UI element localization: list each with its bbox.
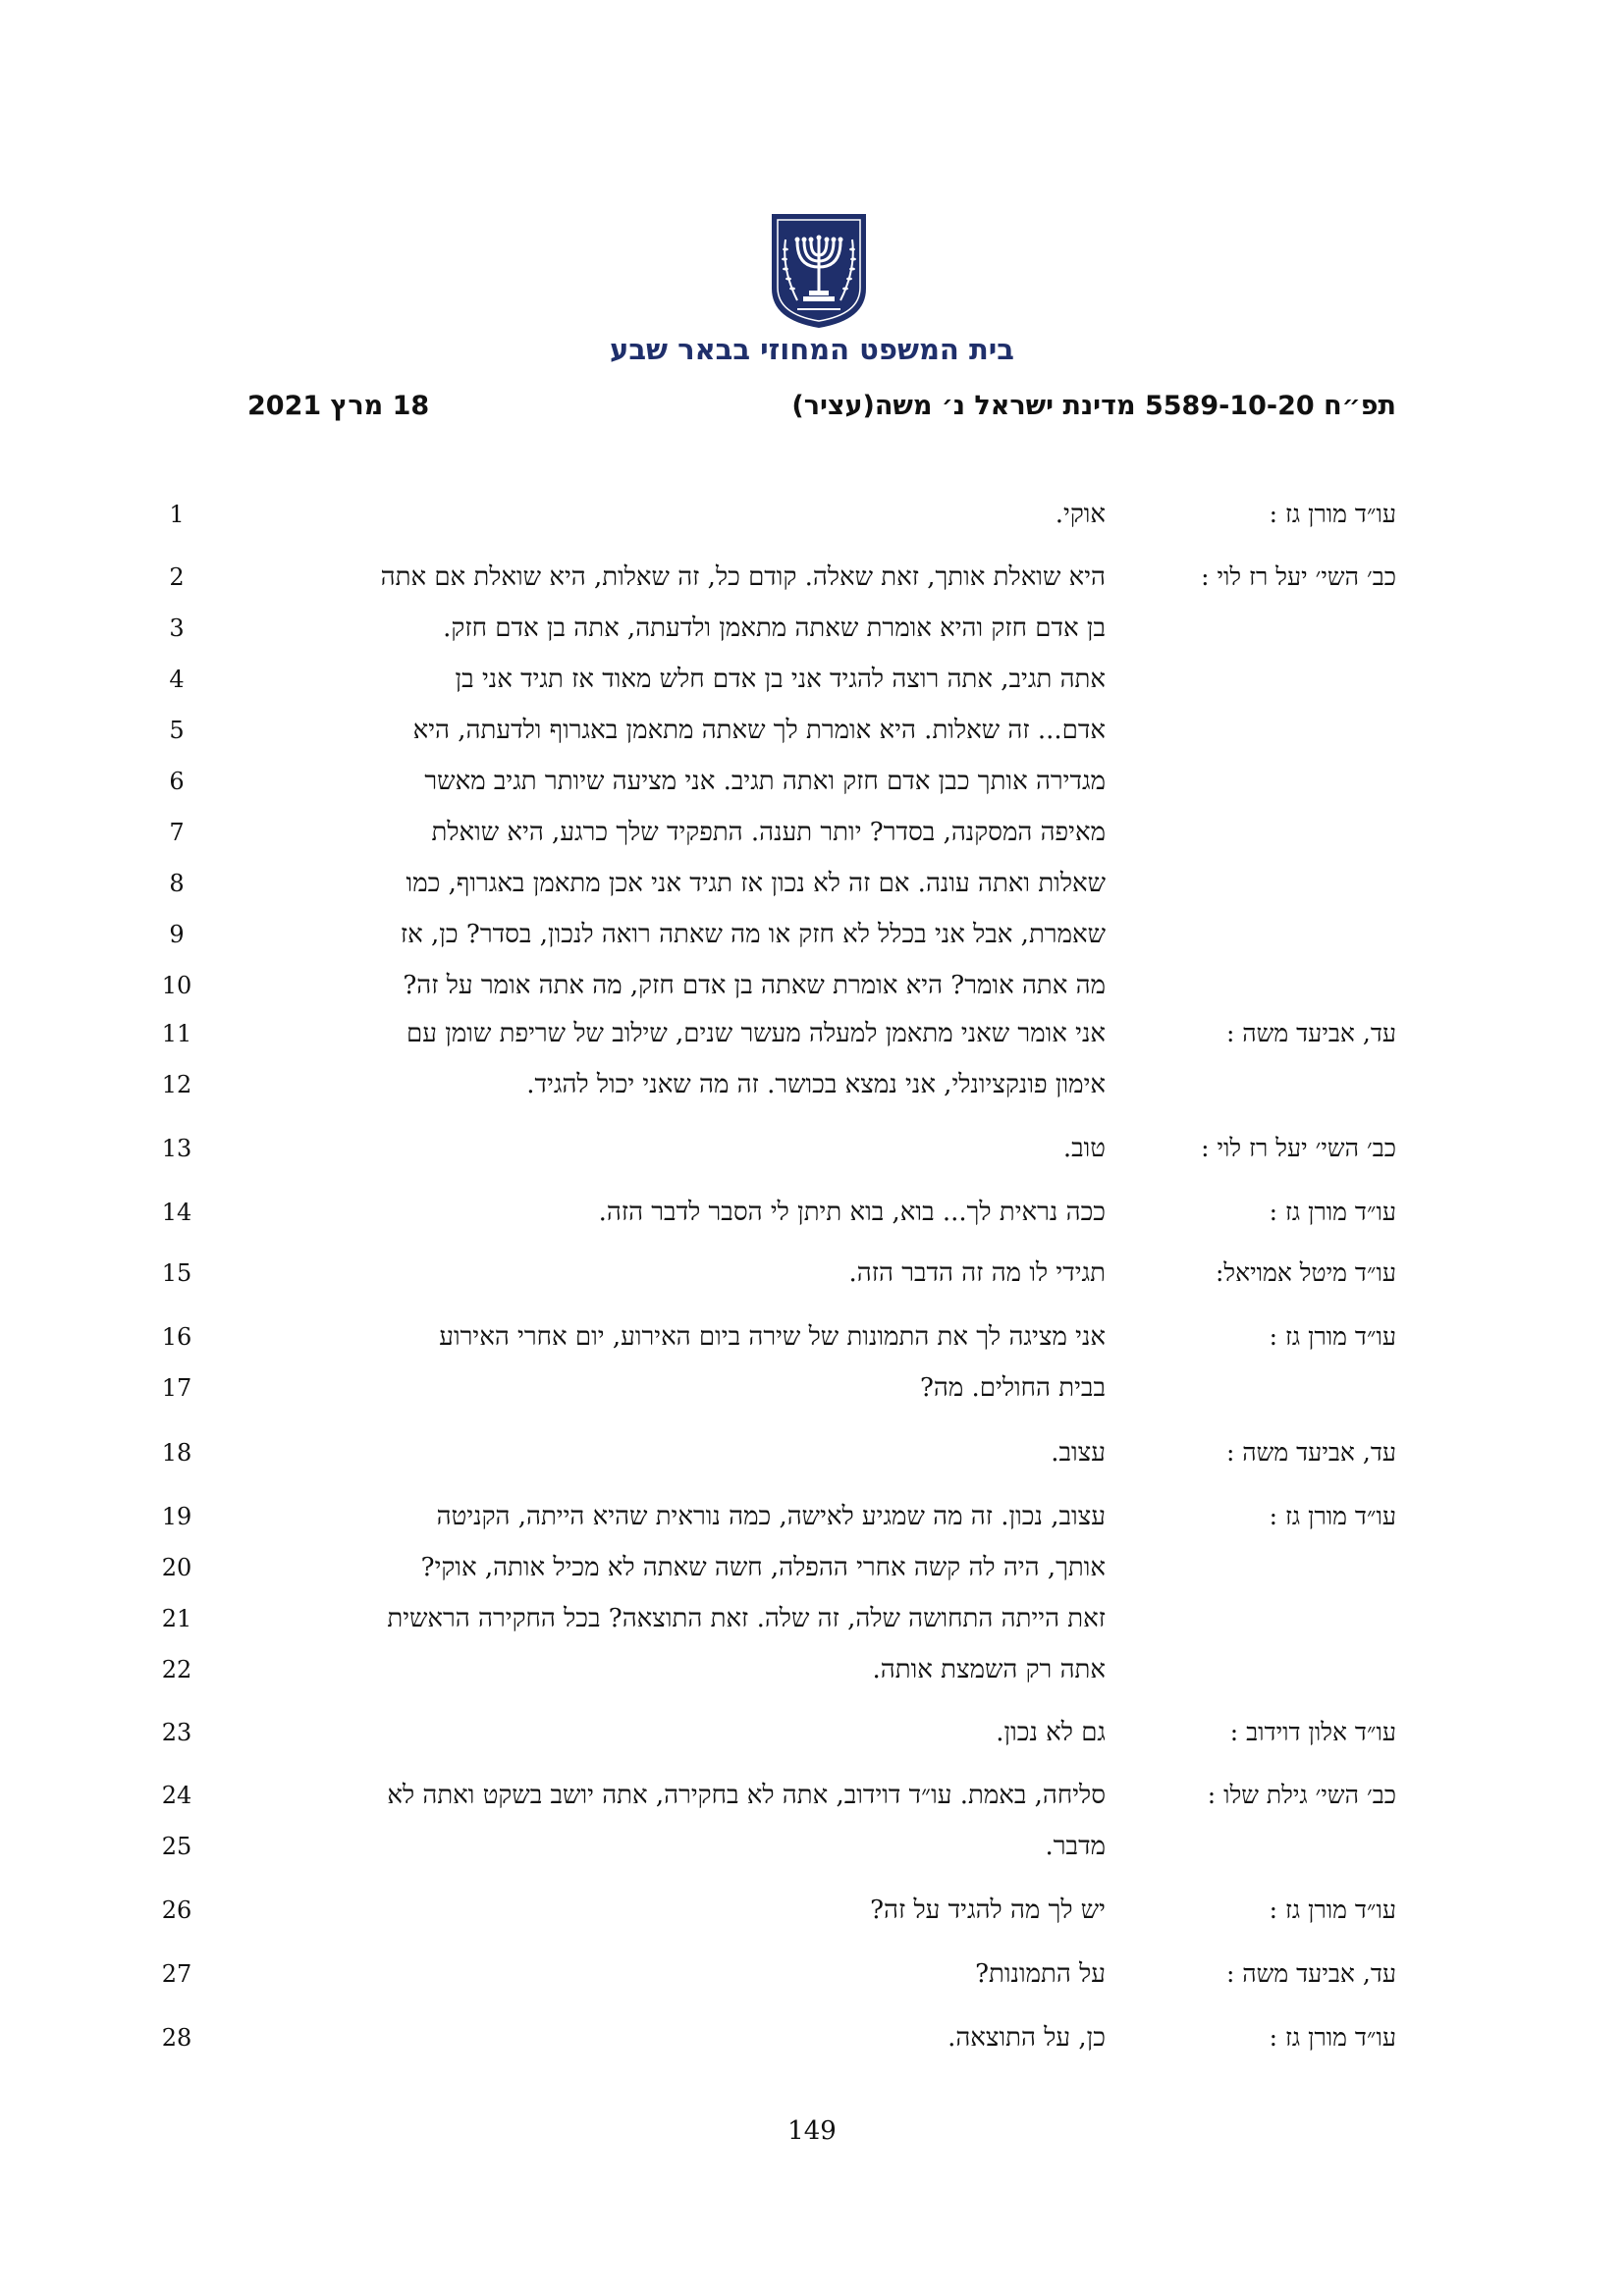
speaker-label: עו״ד מורן גז : bbox=[1269, 2023, 1396, 2052]
transcript-line bbox=[0, 960, 1624, 1011]
transcript-text: כן, על התוצאה. bbox=[947, 2023, 1106, 2053]
transcript-line bbox=[0, 1885, 1624, 1936]
transcript-text: זאת הייתה התחושה שלה, זה שלה. זאת התוצאה? בכל החקירה הראשית bbox=[387, 1604, 1106, 1633]
transcript-line bbox=[0, 1821, 1624, 1872]
transcript-line bbox=[0, 1707, 1624, 1758]
transcript-line bbox=[0, 1362, 1624, 1414]
transcript-line bbox=[0, 2012, 1624, 2063]
transcript-line bbox=[0, 1644, 1624, 1695]
line-number: 1 bbox=[169, 501, 185, 528]
line-number: 4 bbox=[169, 666, 185, 693]
transcript-text: אני מציגה לך את התמונות של שירה ביום האירוע, יום אחרי האירוע bbox=[439, 1322, 1106, 1352]
state-emblem-icon bbox=[768, 210, 870, 330]
transcript-text: תגידי לו מה זה הדבר הזה. bbox=[848, 1258, 1106, 1288]
speaker-label: עו״ד אלון דוידוב : bbox=[1229, 1718, 1396, 1746]
transcript-text: יש לך מה להגיד על זה? bbox=[870, 1896, 1106, 1925]
line-number: 6 bbox=[169, 768, 185, 795]
transcript-text: שאלות ואתה עונה. אם זה לא נכון אז תגיד אני אכן מתאמן באגרוף, כמו bbox=[406, 869, 1106, 898]
speaker-label: עו״ד מורן גז : bbox=[1269, 1896, 1396, 1924]
transcript-text: היא שואלת אותך, זאת שאלה. קודם כל, זה שאלות, היא שואלת אם אתה bbox=[380, 562, 1106, 592]
line-number: 23 bbox=[161, 1719, 192, 1746]
line-number: 3 bbox=[169, 614, 185, 642]
transcript-text: אימון פונקציונלי, אני נמצא בכושר. זה מה שאני יכול להגיד. bbox=[526, 1070, 1106, 1099]
line-number: 26 bbox=[161, 1896, 192, 1924]
transcript-text: מה אתה אומר? היא אומרת שאתה בן אדם חזק, מה אתה אומר על זה? bbox=[403, 971, 1106, 1000]
transcript-line bbox=[0, 858, 1624, 909]
transcript-line bbox=[0, 1123, 1624, 1174]
transcript-line bbox=[0, 489, 1624, 540]
transcript-line bbox=[0, 603, 1624, 654]
speaker-label: עו״ד מורן גז : bbox=[1269, 1198, 1396, 1226]
speaker-label: כב׳ השי׳ יעל רז לוי : bbox=[1201, 1134, 1396, 1162]
line-number: 28 bbox=[161, 2024, 192, 2052]
transcript-text: מדבר. bbox=[1045, 1832, 1106, 1861]
line-number: 19 bbox=[161, 1503, 192, 1530]
transcript-text: ככה נראית לך... בוא, בוא תיתן לי הסבר לדבר הזה. bbox=[598, 1198, 1106, 1227]
page-number: 149 bbox=[787, 2116, 837, 2146]
court-name: בית המשפט המחוזי בבאר שבע bbox=[610, 333, 1014, 366]
transcript-line bbox=[0, 1542, 1624, 1593]
speaker-label: עו״ד מורן גז : bbox=[1269, 1502, 1396, 1530]
transcript-text: שאמרת, אבל אני בכלל לא חזק או מה שאתה רואה לנכון, בסדר? כן, אז bbox=[400, 920, 1106, 949]
speaker-label: עד, אביעד משה : bbox=[1225, 1019, 1396, 1047]
transcript-line bbox=[0, 1187, 1624, 1238]
speaker-label: כב׳ השי׳ יעל רז לוי : bbox=[1201, 562, 1396, 591]
line-number: 21 bbox=[161, 1605, 192, 1632]
line-number: 25 bbox=[161, 1833, 192, 1860]
hearing-date: 18 מרץ 2021 bbox=[247, 391, 430, 421]
transcript-text: מגדירה אותך כבן אדם חזק ואתה תגיב. אני מציעה שיותר תגיב מאשר bbox=[424, 767, 1106, 796]
transcript-line bbox=[0, 1311, 1624, 1362]
transcript-line bbox=[0, 1008, 1624, 1059]
line-number: 14 bbox=[161, 1199, 192, 1226]
transcript-text: עצוב. bbox=[1051, 1438, 1106, 1468]
case-title: תפ״ח 5589-10-20 מדינת ישראל נ׳ משה(עציר) bbox=[791, 391, 1396, 421]
transcript-line bbox=[0, 654, 1624, 705]
transcript-line bbox=[0, 705, 1624, 756]
speaker-label: עד, אביעד משה : bbox=[1225, 1438, 1396, 1467]
line-number: 24 bbox=[161, 1782, 192, 1809]
transcript-text: אתה רק השמצת אותה. bbox=[872, 1655, 1106, 1684]
transcript-text: אדם... זה שאלות. היא אומרת לך שאתה מתאמן באגרוף ולדעתה, היא bbox=[412, 716, 1106, 745]
line-number: 11 bbox=[161, 1020, 192, 1047]
line-number: 12 bbox=[161, 1071, 192, 1098]
transcript-line bbox=[0, 552, 1624, 603]
transcript-text: על התמונות? bbox=[975, 1959, 1106, 1989]
transcript-line bbox=[0, 1593, 1624, 1644]
line-number: 22 bbox=[161, 1656, 192, 1683]
line-number: 17 bbox=[161, 1374, 192, 1402]
transcript-text: מאיפה המסקנה, בסדר? יותר תענה. התפקיד שלך כרגע, היא שואלת bbox=[431, 818, 1106, 847]
line-number: 15 bbox=[161, 1259, 192, 1287]
line-number: 10 bbox=[161, 972, 192, 999]
line-number: 20 bbox=[161, 1554, 192, 1581]
speaker-label: עו״ד מיטל אמויאל: bbox=[1215, 1258, 1396, 1287]
transcript-text: אוקי. bbox=[1055, 500, 1106, 529]
transcript-line bbox=[0, 756, 1624, 807]
transcript-text: אותך, היה לה קשה אחרי ההפלה, חשה שאתה לא מכיל אותה, אוקי? bbox=[420, 1553, 1106, 1582]
speaker-label: עו״ד מורן גז : bbox=[1269, 1322, 1396, 1351]
line-number: 16 bbox=[161, 1323, 192, 1351]
transcript-line bbox=[0, 1770, 1624, 1821]
line-number: 18 bbox=[161, 1439, 192, 1467]
transcript-text: בן אדם חזק והיא אומרת שאתה מתאמן ולדעתה, אתה בן אדם חזק. bbox=[443, 614, 1106, 643]
transcript-line bbox=[0, 909, 1624, 960]
transcript-line bbox=[0, 1248, 1624, 1299]
line-number: 5 bbox=[169, 717, 185, 744]
transcript-text: אתה תגיב, אתה רוצה להגיד אני בן אדם חלש מאוד אז תגיד אני בן bbox=[455, 665, 1106, 694]
speaker-label: עו״ד מורן גז : bbox=[1269, 500, 1396, 528]
transcript-text: טוב. bbox=[1062, 1134, 1106, 1163]
transcript-text: אני אומר שאני מתאמן למעלה מעשר שנים, שילוב של שריפת שומן עם bbox=[406, 1019, 1106, 1048]
transcript-text: גם לא נכון. bbox=[996, 1718, 1106, 1747]
transcript-text: סליחה, באמת. עו״ד דוידוב, אתה לא בחקירה, אתה יושב בשקט ואתה לא bbox=[387, 1781, 1106, 1810]
transcript-text: בבית החולים. מה? bbox=[919, 1373, 1106, 1403]
transcript-line bbox=[0, 1949, 1624, 2000]
line-number: 7 bbox=[169, 819, 185, 846]
line-number: 8 bbox=[169, 870, 185, 897]
transcript-text: עצוב, נכון. זה מה שמגיע לאישה, כמה נוראית שהיא הייתה, הקניטה bbox=[436, 1502, 1106, 1531]
speaker-label: כב׳ השי׳ גילת שלו : bbox=[1207, 1781, 1396, 1809]
line-number: 9 bbox=[169, 921, 185, 948]
line-number: 13 bbox=[161, 1135, 192, 1162]
speaker-label: עד, אביעד משה : bbox=[1225, 1959, 1396, 1988]
transcript-line bbox=[0, 1059, 1624, 1110]
transcript-line bbox=[0, 1491, 1624, 1542]
line-number: 2 bbox=[169, 563, 185, 591]
transcript-line bbox=[0, 1427, 1624, 1478]
line-number: 27 bbox=[161, 1960, 192, 1988]
transcript-line bbox=[0, 807, 1624, 858]
